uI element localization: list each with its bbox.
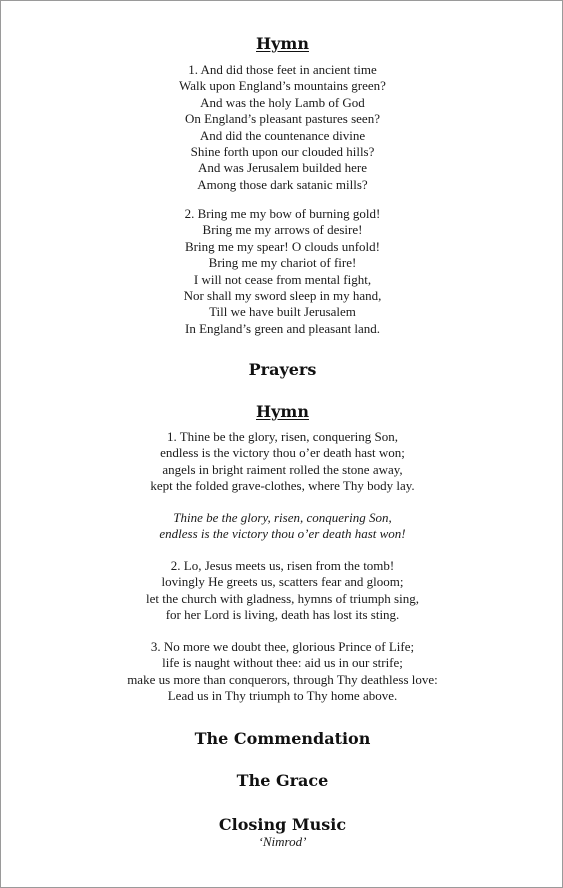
verse-line: Among those dark satanic mills? [197, 176, 368, 192]
hymn-2-verse-3 [1, 639, 563, 705]
verse-line: Till we have built Jerusalem [209, 304, 356, 320]
verse-line: Shine forth upon our clouded hills? [190, 143, 375, 159]
closing-music-title: Closing Music [218, 815, 347, 834]
verse-line: endless is the victory thou o’er death hast won; [160, 445, 405, 461]
verse-line: Bring me my spear! O clouds unfold! [185, 238, 380, 254]
closing-music-piece-text: ‘Nimrod’ [258, 834, 307, 849]
hymn-1-title: Hymn [256, 34, 309, 53]
verse-line: let the church with gladness, hymns of triumph sing, [146, 590, 419, 606]
verse-line: And was Jerusalem builded here [198, 160, 367, 176]
closing-music-piece [1, 834, 563, 850]
grace-title: The Grace [236, 771, 329, 790]
verse-line: lovingly He greets us, scatters fear and gloom; [161, 574, 404, 590]
verse-line: for her Lord is living, death has lost its sting. [165, 607, 400, 623]
verse-line: endless is the victory thou o’er death hast won! [159, 526, 406, 542]
verse-line: 2. Bring me my bow of burning gold! [184, 206, 381, 221]
verse-line: Walk upon England’s mountains green? [179, 78, 386, 94]
verse-line: Lead us in Thy triumph to Thy home above. [167, 688, 398, 704]
verse-line: life is naught without thee: aid us in our strife; [162, 655, 403, 671]
hymn-1-verse-1 [1, 62, 563, 193]
verse-line: And was the holy Lamb of God [200, 94, 365, 110]
verse-line: angels in bright raiment rolled the stone away, [162, 461, 403, 477]
verse-line: And did the countenance divine [199, 127, 366, 143]
verse-line: I will not cease from mental fight, [193, 271, 372, 287]
verse-line: 1. Thine be the glory, risen, conquering Son, [166, 429, 399, 444]
verse-line: 1. And did those feet in ancient time [188, 62, 377, 77]
hymn-2-verse-1 [1, 429, 563, 495]
verse-line: Bring me my chariot of fire! [208, 255, 357, 271]
verse-line: kept the folded grave-clothes, where Thy body lay. [150, 478, 415, 494]
verse-line: 3. No more we doubt thee, glorious Prince of Life; [150, 639, 415, 654]
verse-line: make us more than conquerors, through Thy deathless love: [127, 671, 438, 687]
verse-line: Bring me my arrows of desire! [202, 222, 363, 238]
verse-line: In England’s green and pleasant land. [185, 320, 380, 336]
prayers-title: Prayers [248, 360, 317, 379]
hymn-2-refrain [1, 510, 563, 543]
hymn-2-verse-2 [1, 558, 563, 624]
commendation-title: The Commendation [194, 729, 371, 748]
verse-line: 2. Lo, Jesus meets us, risen from the tomb! [170, 558, 395, 573]
verse-line: Thine be the glory, risen, conquering Son, [173, 510, 392, 525]
verse-line: On England’s pleasant pastures seen? [185, 111, 380, 127]
hymn-2-title: Hymn [256, 402, 309, 421]
verse-line: Nor shall my sword sleep in my hand, [183, 287, 382, 303]
hymn-1-verse-2 [1, 206, 563, 337]
